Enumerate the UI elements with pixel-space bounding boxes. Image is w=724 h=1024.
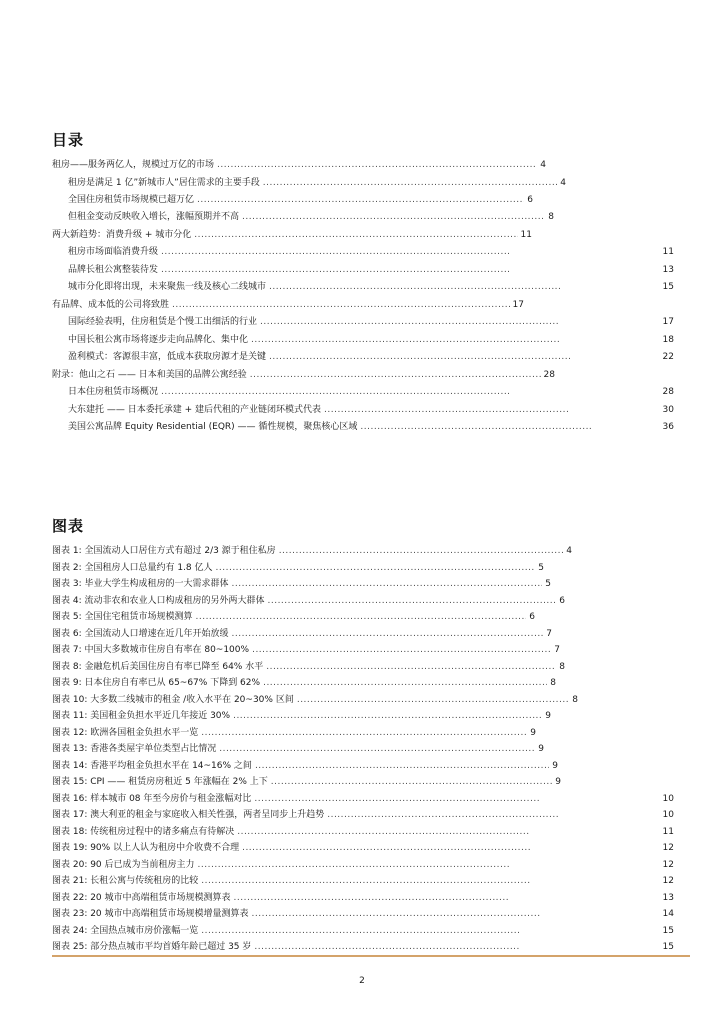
toc-entry[interactable] — [52, 159, 546, 171]
leader-dots — [252, 908, 540, 920]
figure-entry[interactable] — [52, 628, 552, 640]
leader-dots — [250, 369, 541, 381]
figure-entry[interactable] — [52, 859, 674, 871]
toc-entry[interactable] — [68, 264, 674, 276]
toc-entry-label: 美国公寓品牌 Equity Residential (EQR) —— 循性规模，聚焦核心区域 — [68, 422, 358, 432]
figure-entry-page: 9 — [538, 744, 544, 754]
leader-dots — [260, 316, 560, 328]
leader-dots — [263, 677, 547, 689]
leader-dots — [360, 421, 592, 433]
toc-entry-page: 6 — [527, 195, 533, 205]
figure-entry-page: 13 — [662, 892, 674, 903]
figure-entry-label: 图表 23: 20 城市中高端租赁市场规模增量测算表 — [52, 909, 249, 919]
toc-entry[interactable] — [68, 404, 674, 416]
toc-entry-page: 28 — [662, 387, 674, 397]
figure-entry-page: 7 — [546, 628, 552, 639]
leader-dots — [269, 281, 560, 293]
toc-entry[interactable] — [68, 281, 674, 293]
leader-dots — [279, 545, 564, 557]
figure-entry-page: 15 — [662, 942, 674, 952]
leader-dots — [201, 727, 527, 739]
figure-entry[interactable] — [52, 545, 572, 557]
figure-entry-page: 6 — [559, 595, 565, 606]
figure-entry-page: 8 — [559, 661, 565, 672]
leader-dots — [297, 694, 569, 706]
leader-dots — [198, 859, 510, 871]
toc-entry-page: 17 — [512, 300, 524, 310]
toc-entry[interactable] — [68, 194, 533, 206]
toc-entry-page: 15 — [662, 282, 674, 292]
figure-entry-label: 图表 25: 部分热点城市平均首婚年龄已超过 35 岁 — [52, 942, 252, 952]
toc-entry-label: 城市分化即将出现，未来聚焦一线及核心二线城市 — [68, 282, 267, 292]
figure-entry-label: 图表 18: 传统租房过程中的诸多痛点有待解决 — [52, 826, 235, 837]
figure-entry-page: 9 — [545, 711, 551, 721]
toc-entry-label: 有品牌、成本低的公司将致胜 — [52, 300, 170, 310]
leader-dots — [234, 892, 510, 904]
toc-entry[interactable] — [68, 316, 674, 328]
leader-dots — [195, 611, 526, 623]
figure-entry-page: 5 — [545, 579, 551, 589]
toc-entry-label: 盈利模式：客源很丰富，低成本获取房源才是关键 — [68, 352, 267, 362]
toc-entry-page: 36 — [662, 422, 674, 432]
figure-entry-label: 图表 16: 样本城市 08 年至今房价与租金涨幅对比 — [52, 793, 252, 804]
figure-entry-label: 图表 2: 全国租房人口总量约有 1.8 亿人 — [52, 562, 213, 573]
figure-entry-label: 图表 11: 美国租金负担水平近几年接近 30% — [52, 711, 231, 721]
toc-entry-label: 日本住房租赁市场概况 — [68, 387, 159, 397]
toc-entry[interactable] — [68, 334, 674, 346]
toc-entry[interactable] — [68, 177, 566, 189]
figure-entry-label: 图表 1: 全国流动人口居住方式有超过 2/3 源于租住私房 — [52, 546, 276, 556]
toc-entry-label: 大东建托 —— 日本委托承建 + 建后代租的产业链闭环模式代表 — [68, 405, 321, 415]
toc-entry[interactable] — [68, 246, 674, 258]
figure-entry[interactable] — [52, 677, 556, 689]
toc-entry-page: 4 — [540, 160, 546, 170]
figure-entry-page: 12 — [662, 876, 674, 886]
figure-entry[interactable] — [52, 644, 560, 656]
leader-dots — [219, 743, 535, 755]
figure-entry[interactable] — [52, 875, 674, 887]
leader-dots — [263, 177, 557, 189]
leader-dots — [161, 386, 510, 398]
figure-entry[interactable] — [52, 760, 558, 772]
figure-entry[interactable] — [52, 776, 561, 788]
leader-dots — [242, 211, 545, 223]
figure-entry-page: 7 — [554, 645, 560, 655]
figure-entry-label: 图表 24: 全国热点城市房价涨幅一览 — [52, 925, 199, 936]
leader-dots — [252, 644, 551, 656]
leader-dots — [254, 941, 520, 953]
toc-entry[interactable] — [52, 229, 532, 241]
leader-dots — [161, 246, 510, 258]
toc-entry-label: 两大新趋势：消费升级 + 城市分化 — [52, 230, 192, 240]
leader-dots — [216, 562, 536, 574]
toc-entry[interactable] — [52, 369, 555, 381]
figures-heading: 图表 — [52, 517, 85, 535]
toc-entry-label: 租房是满足 1 亿”新城市人”居住需求的主要手段 — [68, 178, 260, 188]
leader-dots — [327, 809, 560, 821]
figure-entry[interactable] — [52, 611, 535, 623]
toc-entry-page: 11 — [520, 230, 532, 240]
figure-entry[interactable] — [52, 595, 565, 607]
leader-dots — [201, 875, 530, 887]
toc-entry-label: 但租金变动反映收入增长，涨幅预期并不高 — [68, 212, 240, 222]
figure-entry[interactable] — [52, 710, 551, 722]
figure-entry-page: 8 — [572, 694, 578, 705]
toc-entry-page: 28 — [543, 370, 555, 380]
toc-entry-page: 17 — [662, 317, 674, 327]
leader-dots — [255, 760, 549, 772]
leader-dots — [172, 299, 510, 311]
figure-entry-page: 9 — [552, 760, 558, 771]
figure-entry[interactable] — [52, 793, 674, 805]
figure-entry[interactable] — [52, 727, 536, 739]
figure-entry-label: 图表 20: 90 后已成为当前租房主力 — [52, 859, 195, 870]
figure-entry-page: 11 — [662, 826, 674, 837]
figure-entry-page: 9 — [555, 777, 561, 787]
toc-entry-label: 租房市场面临消费升级 — [68, 247, 159, 257]
figure-entry[interactable] — [52, 694, 578, 706]
figure-entry-page: 15 — [662, 925, 674, 936]
toc-entry-page: 18 — [662, 335, 674, 345]
figure-entry-label: 图表 19: 90% 以上人认为租房中介收费不合理 — [52, 843, 240, 853]
figure-entry[interactable] — [52, 809, 674, 821]
figure-entry[interactable] — [52, 562, 544, 574]
figure-entry[interactable] — [52, 925, 674, 937]
leader-dots — [271, 776, 553, 788]
toc-entry-label: 中国长租公寓市场将逐步走向品牌化、集中化 — [68, 335, 249, 345]
leader-dots — [194, 229, 517, 241]
figure-entry-page: 6 — [529, 612, 535, 622]
toc-heading: 目录 — [52, 131, 85, 149]
footer-divider — [52, 955, 690, 957]
leader-dots — [231, 628, 543, 640]
leader-dots — [266, 661, 556, 673]
figure-entry-label: 图表 15: CPI —— 租赁房房租近 5 年涨幅在 2% 上下 — [52, 777, 268, 787]
figure-entry-page: 4 — [566, 546, 572, 556]
figure-entry-label: 图表 4: 流动非农和农业人口构成租房的另外两大群体 — [52, 595, 265, 606]
leader-dots — [254, 793, 540, 805]
leader-dots — [233, 710, 542, 722]
figure-entry[interactable] — [52, 892, 674, 904]
toc-entry[interactable] — [68, 211, 554, 223]
toc-entry-page: 4 — [560, 178, 566, 188]
figure-entry-page: 8 — [550, 678, 556, 688]
figure-entry-label: 图表 8: 金融危机后美国住房自有率已降至 64% 水平 — [52, 661, 264, 672]
figure-entry[interactable] — [52, 578, 551, 590]
toc-entry-page: 8 — [548, 212, 554, 222]
figure-entry-page: 10 — [662, 793, 674, 804]
figure-entry-page: 14 — [662, 909, 674, 919]
toc-entry-label: 品牌长租公寓整装待发 — [68, 265, 159, 275]
figure-entry[interactable] — [52, 842, 674, 854]
figure-entry-label: 图表 7: 中国大多数城市住房自有率在 80~100% — [52, 645, 250, 655]
leader-dots — [217, 159, 537, 171]
figure-entry-label: 图表 21: 长租公寓与传统租房的比较 — [52, 876, 199, 886]
leader-dots — [242, 842, 530, 854]
figure-entry[interactable] — [52, 661, 565, 673]
toc-entry-label: 全国住房租赁市场规模已超万亿 — [68, 195, 195, 205]
figure-entry[interactable] — [52, 941, 674, 953]
figure-entry[interactable] — [52, 743, 544, 755]
figure-entry-label: 图表 12: 欧洲各国租金负担水平一览 — [52, 727, 199, 738]
toc-entry-page: 13 — [662, 265, 674, 275]
toc-entry-label: 国际经验表明，住房租赁是个慢工出细活的行业 — [68, 317, 258, 327]
figure-entry-page: 10 — [662, 810, 674, 820]
figure-entry-label: 图表 14: 香港平均租金负担水平在 14~16% 之间 — [52, 760, 252, 771]
leader-dots — [251, 334, 560, 346]
toc-entry-label: 租房——服务两亿人，规模过万亿的市场 — [52, 160, 215, 170]
figure-entry[interactable] — [52, 908, 674, 920]
toc-entry-page: 30 — [662, 405, 674, 415]
figure-entry-page: 5 — [538, 562, 544, 573]
leader-dots — [201, 925, 520, 937]
toc-entry-page: 22 — [662, 352, 674, 362]
figure-entry-label: 图表 3: 毕业大学生构成租房的一大需求群体 — [52, 579, 229, 589]
toc-entry[interactable] — [68, 386, 674, 398]
leader-dots — [197, 194, 524, 206]
leader-dots — [269, 351, 570, 363]
figure-entry-label: 图表 13: 香港各类屋宇单位类型占比情况 — [52, 744, 217, 754]
toc-entry[interactable] — [68, 351, 674, 363]
figure-entry-label: 图表 17: 澳大利亚的租金与家庭收入相关性强，两者呈同步上升趋势 — [52, 810, 325, 820]
figure-entry-label: 图表 5: 全国住宅租赁市场规模测算 — [52, 612, 193, 622]
figure-entry-label: 图表 6: 全国流动人口增速在近几年开始放缓 — [52, 628, 229, 639]
figure-entry-page: 12 — [662, 859, 674, 870]
figure-entry[interactable] — [52, 826, 674, 838]
leader-dots — [231, 578, 542, 590]
leader-dots — [324, 404, 570, 416]
toc-entry-page: 11 — [662, 247, 674, 257]
page-number: 2 — [359, 976, 365, 986]
leader-dots — [237, 826, 530, 838]
leader-dots — [161, 264, 510, 276]
toc-entry-label: 附录：他山之石 —— 日本和美国的品牌公寓经验 — [52, 370, 247, 380]
toc-entry[interactable] — [68, 421, 674, 433]
figure-entry-label: 图表 10: 大多数二线城市的租金 /收入水平在 20~30% 区间 — [52, 694, 294, 705]
figure-entry-label: 图表 9: 日本住房自有率已从 65~67% 下降到 62% — [52, 678, 261, 688]
figure-entry-label: 图表 22: 20 城市中高端租赁市场规模测算表 — [52, 892, 231, 903]
figure-entry-page: 12 — [662, 843, 674, 853]
leader-dots — [267, 595, 556, 607]
toc-entry[interactable] — [52, 299, 524, 311]
figure-entry-page: 9 — [530, 727, 536, 738]
